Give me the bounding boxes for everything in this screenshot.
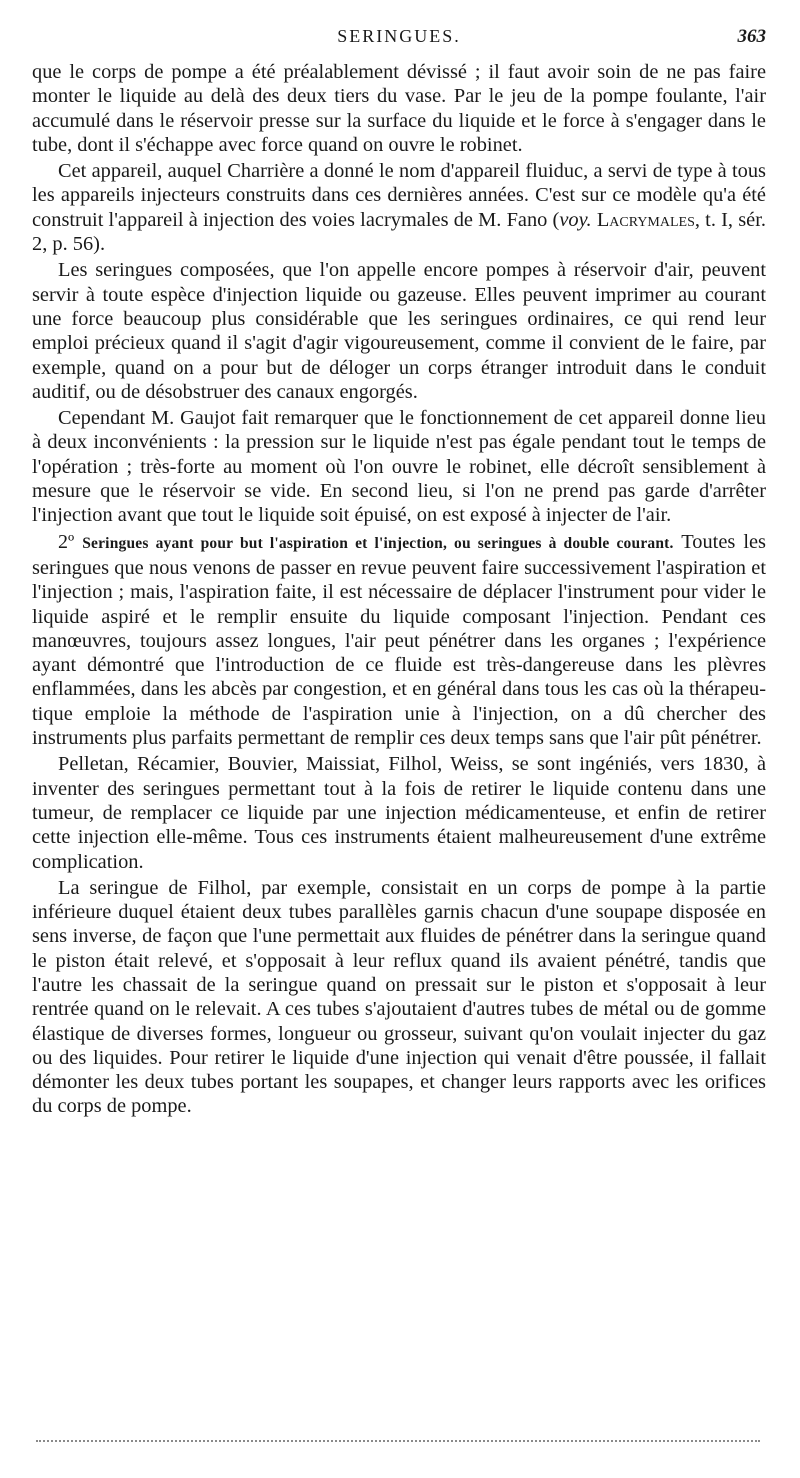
voy-abbreviation: voy. [559, 208, 592, 231]
section-number: 2º [58, 530, 75, 553]
page-number: 363 [737, 26, 766, 47]
paragraph-2-text: Cet appareil, auquel Charrière a donné le nom d'appareil fluiduc, a servi de type à tous les appareils injecteurs construits dans ces dernières années. C'est sur ce modèle qu'a été construit l'appareil à injection des voies lacrymales de M. Fano ( [32, 160, 766, 231]
footer-rule [36, 1440, 760, 1442]
paragraph-3: Les seringues composées, que l'on appelle encore pompes à réservoir d'air, peuvent servir à toute espèce d'injection liquide ou gazeuse. Elles peuvent imprimer au courant une force beaucoup plus considérable que les seringues ordinaires, ce qui rend leur emploi précieux quand il s'agit d'agir vigoureusement, comme il convient de le faire, par exemple, quand on a pour but de déloger un corps étranger introduit dans le conduit auditif, ou de désobstruer des canaux engorgés. [32, 259, 766, 403]
section-heading: Seringues ayant pour but l'aspiration et l'injection, ou seringues à double courant. [82, 534, 674, 552]
paragraph-5 [32, 530, 766, 751]
paragraph-2 [32, 159, 766, 256]
paragraph-6: Pelletan, Récamier, Bouvier, Maissiat, Filhol, Weiss, se sont ingéniés, vers 1830, à inventer des seringues permettant tout à la fois de retirer le liquide contenu dans une tumeur, de remplacer ce liquide par une injection médicamenteuse, et enfin de retirer cette injection elle-même. Tous ces instruments étaient malheureusement d'une extrême complication. [32, 753, 766, 873]
paragraph-7: La seringue de Filhol, par exemple, consistait en un corps de pompe à la partie inférieure duquel étaient deux tubes parallèles garnis chacun d'une soupape disposée en sens inverse, de façon que l'une permettait aux fluides de pénétrer dans la seringue quand le piston était relevé, et s'opposait à leur reflux quand ils avaient pénétré, tandis que l'autre les chassait de la seringue quand on pressait sur le piston et s'opposait à leur rentrée quand on le relevait. A ces tubes s'ajoutaient d'autres tubes de métal ou de gomme élastique de diverses formes, longueur ou grosseur, suivant qu'on voulait injecter du gaz ou des liquides. Pour retirer le liquide d'une injection qui venait d'être poussée, il fallait démonter les deux tubes portant les soupapes, et changer leurs rapports avec les orifices du corps de pompe. [32, 876, 766, 1118]
running-title: SERINGUES. [337, 26, 461, 46]
page-header [32, 26, 766, 56]
reference-citation: , t. I, sér. 2, p. 56). [32, 208, 766, 256]
paragraph-4: Cependant M. Gaujot fait remarquer que le fonctionnement de cet appareil donne lieu à deux inconvénients : la pression sur le liquide n'est pas égale pendant tout le temps de l'opération ; très-forte au moment où l'on ouvre le robinet, elle décroît sensiblement à mesure que le réservoir se vide. En second lieu, si l'on ne prend pas garde d'arrêter l'injection avant que tout le liquide soit épuisé, on est exposé à injecter de l'air. [32, 407, 766, 527]
cross-reference: Lacrymales [596, 208, 695, 231]
paragraph-5-text: Toutes les seringues que nous venons de passer en revue peuvent faire successivement l'aspiration et l'injection ; mais, l'aspiration faite, il est nécessaire de déplacer l'instrument pour vider le liquide aspiré et le remplir ensuite du liquide composant l'injection. Pendant ces manœuvres, toujours assez longues, l'air peut pénétrer dans les organes ; l'expérience ayant démontré que l'introduction de ce fluide est très-dangereuse dans les plèvres enflammées, dans les abcès par congestion, et en général dans tous les cas où la thérapeutique emploie la méthode de l'aspiration unie à l'injection, on a dû chercher des instruments plus parfaits permettant de remplir ces deux temps sans que l'air pût pénétrer. [32, 530, 766, 750]
paragraph-1: que le corps de pompe a été préalablement dévissé ; il faut avoir soin de ne pas faire monter le liquide au delà des deux tiers du vase. Par le jeu de la pompe foulante, l'air accumulé dans le réservoir presse sur la surface du liquide et le force à s'engager dans le tube, dont il s'échappe avec force quand on ouvre le robinet. [32, 61, 766, 156]
body-text [32, 60, 766, 1121]
